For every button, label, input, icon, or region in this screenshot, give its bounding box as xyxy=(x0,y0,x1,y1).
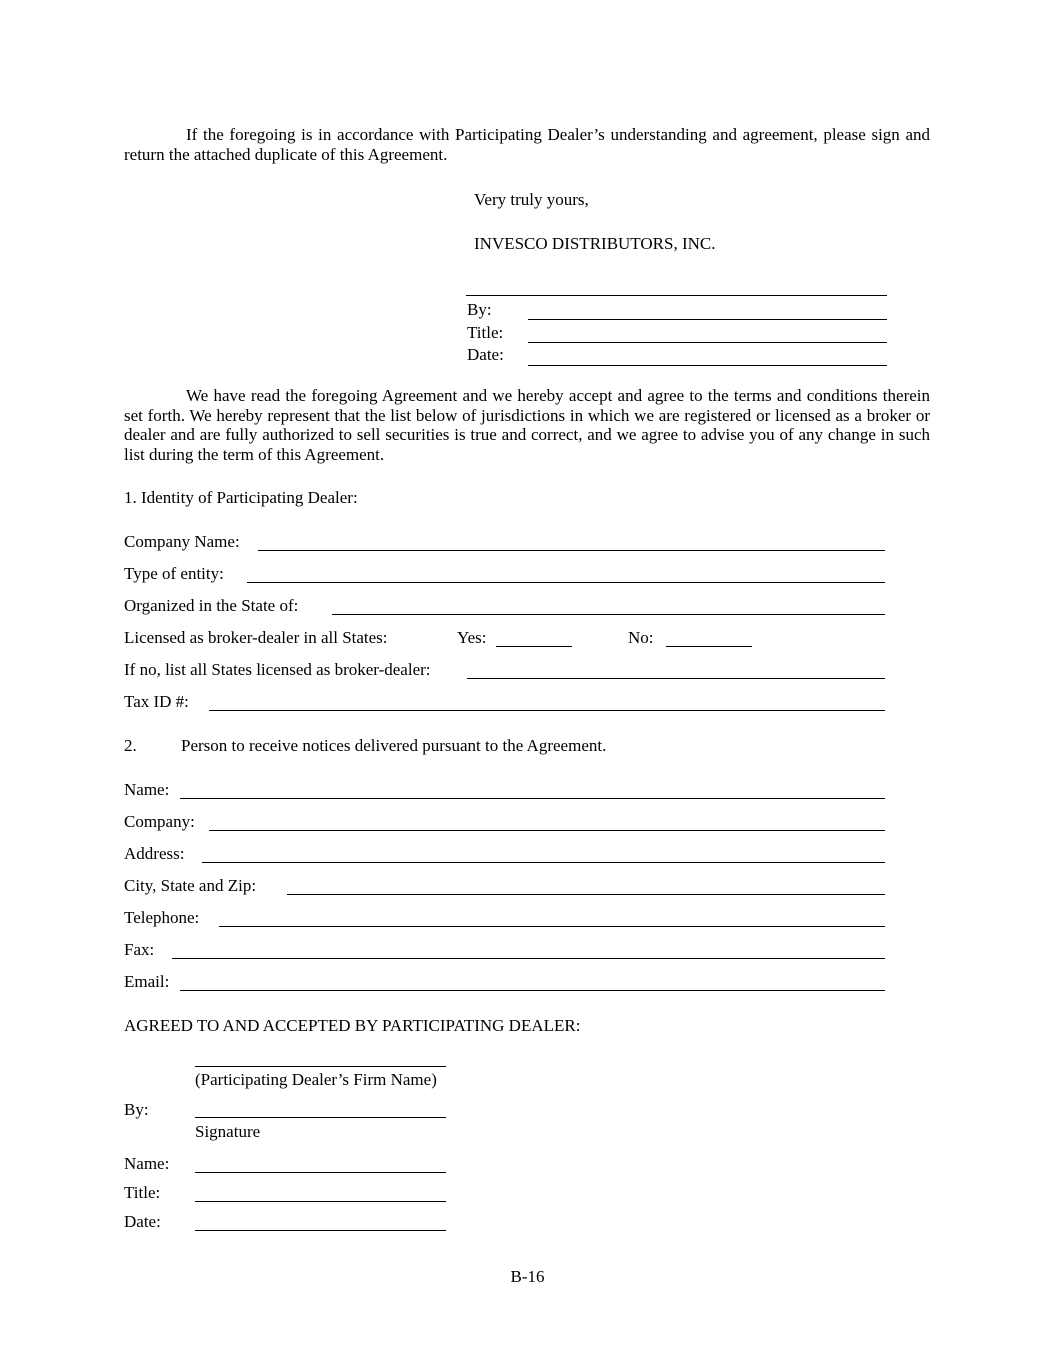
dealer-signature-line[interactable] xyxy=(195,1117,446,1118)
closing-title-line[interactable] xyxy=(528,342,887,343)
intro-text: If the foregoing is in accordance with Participating Dealer’s understanding and agreement, please sign and return the attached duplicate of this Agreement. xyxy=(124,125,930,164)
notice-email-label: Email: xyxy=(124,972,170,991)
licensed-yes-field[interactable] xyxy=(496,646,572,647)
intro-paragraph xyxy=(124,125,930,164)
closing-salutation: Very truly yours, xyxy=(474,190,589,209)
closing-date-label: Date: xyxy=(467,345,504,364)
section1-heading: 1. Identity of Participating Dealer: xyxy=(124,488,358,507)
dealer-firm-name-line[interactable] xyxy=(195,1066,446,1067)
notice-company-field[interactable] xyxy=(209,830,885,831)
closing-company: INVESCO DISTRIBUTORS, INC. xyxy=(474,234,716,253)
licensed-no-label: No: xyxy=(628,628,654,647)
notice-name-label: Name: xyxy=(124,780,170,799)
notice-city-state-zip-field[interactable] xyxy=(287,894,885,895)
dealer-acceptance-heading: AGREED TO AND ACCEPTED BY PARTICIPATING DEALER: xyxy=(124,1016,581,1035)
dealer-title-line[interactable] xyxy=(195,1201,446,1202)
notice-address-label: Address: xyxy=(124,844,185,863)
dealer-by-label: By: xyxy=(124,1100,149,1119)
if-no-states-label: If no, list all States licensed as broker-dealer: xyxy=(124,660,431,679)
notice-fax-label: Fax: xyxy=(124,940,155,959)
acceptance-paragraph xyxy=(124,386,930,464)
dealer-firm-name-caption: (Participating Dealer’s Firm Name) xyxy=(195,1070,437,1089)
section2-heading: Person to receive notices delivered pursuant to the Agreement. xyxy=(181,736,607,755)
closing-date-line[interactable] xyxy=(528,365,887,366)
notice-telephone-field[interactable] xyxy=(219,926,885,927)
dealer-title-label: Title: xyxy=(124,1183,161,1202)
company-signature-line[interactable] xyxy=(466,295,887,296)
organized-state-field[interactable] xyxy=(332,614,885,615)
section2-number: 2. xyxy=(124,736,137,755)
type-of-entity-field[interactable] xyxy=(247,582,885,583)
notice-email-field[interactable] xyxy=(180,990,885,991)
dealer-date-label: Date: xyxy=(124,1212,161,1231)
acceptance-text: We have read the foregoing Agreement and we hereby accept and agree to the terms and conditions therein set forth. We hereby represent that the list below of jurisdictions in which we are registered or licensed as a broker or dealer and are fully authorized to sell securities is true and correct, and we agree to advise you of any change in such list during the term of this Agreement. xyxy=(124,386,930,464)
licensed-no-field[interactable] xyxy=(666,646,752,647)
licensed-yes-label: Yes: xyxy=(457,628,487,647)
closing-by-line[interactable] xyxy=(528,319,887,320)
tax-id-field[interactable] xyxy=(209,710,885,711)
organized-state-label: Organized in the State of: xyxy=(124,596,299,615)
page-number: B-16 xyxy=(510,1267,545,1286)
notice-company-label: Company: xyxy=(124,812,195,831)
notice-address-field[interactable] xyxy=(202,862,885,863)
notice-city-state-zip-label: City, State and Zip: xyxy=(124,876,257,895)
dealer-name-label: Name: xyxy=(124,1154,170,1173)
notice-telephone-label: Telephone: xyxy=(124,908,200,927)
closing-title-label: Title: xyxy=(467,323,504,342)
closing-by-label: By: xyxy=(467,300,492,319)
if-no-states-field[interactable] xyxy=(467,678,885,679)
notice-fax-field[interactable] xyxy=(172,958,885,959)
company-name-label: Company Name: xyxy=(124,532,240,551)
dealer-date-line[interactable] xyxy=(195,1230,446,1231)
type-of-entity-label: Type of entity: xyxy=(124,564,224,583)
dealer-name-line[interactable] xyxy=(195,1172,446,1173)
tax-id-label: Tax ID #: xyxy=(124,692,189,711)
licensed-all-states-label: Licensed as broker-dealer in all States: xyxy=(124,628,388,647)
dealer-signature-caption: Signature xyxy=(195,1122,261,1141)
company-name-field[interactable] xyxy=(258,550,885,551)
notice-name-field[interactable] xyxy=(180,798,885,799)
